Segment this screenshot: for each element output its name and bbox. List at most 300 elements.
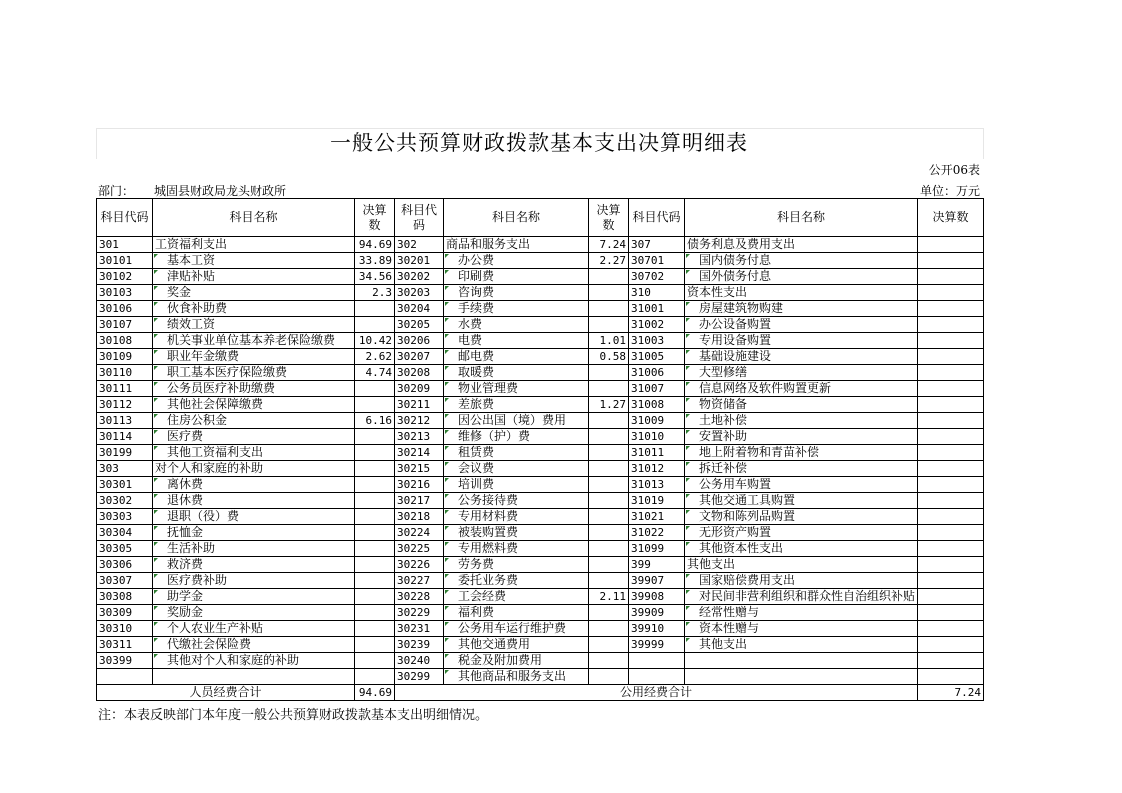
- table-row: [97, 429, 984, 445]
- subject-code-cell: 30240: [395, 653, 444, 669]
- amount-cell: [918, 525, 984, 541]
- amount-cell: [355, 525, 395, 541]
- subject-code-cell: 303: [97, 461, 153, 477]
- amount-cell: [918, 253, 984, 269]
- subject-code-cell: [629, 653, 685, 669]
- amount-cell: [918, 461, 984, 477]
- subject-code-cell: 30106: [97, 301, 153, 317]
- subject-name-cell: 房屋建筑物购建: [685, 301, 918, 317]
- subject-code-cell: 30224: [395, 525, 444, 541]
- subject-name-cell: 其他支出: [685, 637, 918, 653]
- subject-code-cell: 30215: [395, 461, 444, 477]
- subject-code-cell: 30201: [395, 253, 444, 269]
- amount-cell: 6.16: [355, 413, 395, 429]
- subject-code-cell: 30216: [395, 477, 444, 493]
- header-name: 科目名称: [685, 199, 918, 237]
- subject-code-cell: 39999: [629, 637, 685, 653]
- header-code: 科目代码: [395, 199, 444, 237]
- amount-cell: [355, 541, 395, 557]
- table-row: [97, 653, 984, 669]
- amount-cell: [589, 621, 629, 637]
- page-title: 一般公共预算财政拨款基本支出决算明细表: [330, 131, 748, 155]
- table-row: [97, 301, 984, 317]
- amount-cell: [355, 621, 395, 637]
- subject-name-cell: 公务员医疗补助缴费: [153, 381, 355, 397]
- amount-cell: [589, 637, 629, 653]
- subject-name-cell: 安置补助: [685, 429, 918, 445]
- subject-code-cell: 30226: [395, 557, 444, 573]
- subject-code-cell: 30211: [395, 397, 444, 413]
- subject-name-cell: 债务利息及费用支出: [685, 237, 918, 253]
- subject-name-cell: 其他商品和服务支出: [444, 669, 589, 685]
- subject-code-cell: 39908: [629, 589, 685, 605]
- subject-name-cell: 奖励金: [153, 605, 355, 621]
- subject-name-cell: 被装购置费: [444, 525, 589, 541]
- amount-cell: [918, 541, 984, 557]
- subject-code-cell: 30310: [97, 621, 153, 637]
- subject-name-cell: 其他对个人和家庭的补助: [153, 653, 355, 669]
- amount-cell: [355, 605, 395, 621]
- subject-name-cell: 公务用车购置: [685, 477, 918, 493]
- subject-code-cell: 30399: [97, 653, 153, 669]
- subject-name-cell: 离休费: [153, 477, 355, 493]
- table-row: [97, 349, 984, 365]
- public-total-label: 公用经费合计: [395, 685, 918, 701]
- subject-code-cell: 30209: [395, 381, 444, 397]
- subject-code-cell: 30304: [97, 525, 153, 541]
- subject-name-cell: 取暖费: [444, 365, 589, 381]
- subject-name-cell: 工资福利支出: [153, 237, 355, 253]
- subject-code-cell: 30199: [97, 445, 153, 461]
- subject-code-cell: [97, 669, 153, 685]
- amount-cell: 33.89: [355, 253, 395, 269]
- table-row: [97, 509, 984, 525]
- subject-name-cell: 福利费: [444, 605, 589, 621]
- subject-name-cell: 其他交通费用: [444, 637, 589, 653]
- header-row: [97, 199, 984, 237]
- amount-cell: [589, 413, 629, 429]
- subject-name-cell: 医疗费补助: [153, 573, 355, 589]
- amount-cell: [355, 445, 395, 461]
- subject-name-cell: 委托业务费: [444, 573, 589, 589]
- subject-code-cell: 30112: [97, 397, 153, 413]
- subject-name-cell: 拆迁补偿: [685, 461, 918, 477]
- subject-code-cell: 30208: [395, 365, 444, 381]
- amount-cell: [918, 605, 984, 621]
- subject-name-cell: 专用设备购置: [685, 333, 918, 349]
- amount-cell: 2.62: [355, 349, 395, 365]
- amount-cell: [355, 493, 395, 509]
- subject-name-cell: 资本性赠与: [685, 621, 918, 637]
- personnel-total-label: 人员经费合计: [97, 685, 355, 701]
- table-row: [97, 589, 984, 605]
- subject-name-cell: 基本工资: [153, 253, 355, 269]
- subject-code-cell: 31009: [629, 413, 685, 429]
- amount-cell: 1.27: [589, 397, 629, 413]
- subject-code-cell: 30225: [395, 541, 444, 557]
- table-row: [97, 557, 984, 573]
- subject-name-cell: 办公设备购置: [685, 317, 918, 333]
- subject-name-cell: 租赁费: [444, 445, 589, 461]
- subject-code-cell: 39910: [629, 621, 685, 637]
- subject-code-cell: 302: [395, 237, 444, 253]
- subject-code-cell: 30203: [395, 285, 444, 301]
- subject-name-cell: 维修（护）费: [444, 429, 589, 445]
- subject-code-cell: 30109: [97, 349, 153, 365]
- subject-code-cell: 30218: [395, 509, 444, 525]
- subject-name-cell: 退职（役）费: [153, 509, 355, 525]
- subject-code-cell: 30217: [395, 493, 444, 509]
- amount-cell: [918, 397, 984, 413]
- subject-name-cell: 会议费: [444, 461, 589, 477]
- subject-name-cell: 其他工资福利支出: [153, 445, 355, 461]
- subject-code-cell: 30204: [395, 301, 444, 317]
- amount-cell: [918, 573, 984, 589]
- amount-cell: [589, 381, 629, 397]
- subject-name-cell: 培训费: [444, 477, 589, 493]
- amount-cell: [355, 301, 395, 317]
- subject-name-cell: 国内债务付息: [685, 253, 918, 269]
- subject-code-cell: [629, 669, 685, 685]
- subject-code-cell: 30107: [97, 317, 153, 333]
- subject-code-cell: 39907: [629, 573, 685, 589]
- subject-name-cell: 其他社会保障缴费: [153, 397, 355, 413]
- subject-name-cell: 大型修缮: [685, 365, 918, 381]
- amount-cell: 7.24: [589, 237, 629, 253]
- subject-name-cell: 生活补助: [153, 541, 355, 557]
- subject-code-cell: 30303: [97, 509, 153, 525]
- subject-name-cell: 奖金: [153, 285, 355, 301]
- subject-code-cell: 30306: [97, 557, 153, 573]
- amount-cell: [355, 557, 395, 573]
- header-code: 科目代码: [629, 199, 685, 237]
- header-amount: 决算数: [918, 199, 984, 237]
- table-row: [97, 605, 984, 621]
- amount-cell: [589, 669, 629, 685]
- subject-code-cell: 31019: [629, 493, 685, 509]
- table-row: [97, 445, 984, 461]
- subject-name-cell: 物业管理费: [444, 381, 589, 397]
- table-row: [97, 637, 984, 653]
- subject-code-cell: 31008: [629, 397, 685, 413]
- amount-cell: [918, 269, 984, 285]
- amount-cell: [589, 269, 629, 285]
- subject-code-cell: 399: [629, 557, 685, 573]
- subject-code-cell: 31001: [629, 301, 685, 317]
- totals-row: [97, 685, 984, 701]
- subject-code-cell: 30111: [97, 381, 153, 397]
- subject-code-cell: 30114: [97, 429, 153, 445]
- subject-code-cell: 31005: [629, 349, 685, 365]
- subject-name-cell: 专用燃料费: [444, 541, 589, 557]
- subject-name-cell: 公务接待费: [444, 493, 589, 509]
- subject-code-cell: 30207: [395, 349, 444, 365]
- amount-cell: [918, 509, 984, 525]
- subject-name-cell: 机关事业单位基本养老保险缴费: [153, 333, 355, 349]
- header-code: 科目代码: [97, 199, 153, 237]
- subject-code-cell: 39909: [629, 605, 685, 621]
- subject-name-cell: 国外债务付息: [685, 269, 918, 285]
- subject-code-cell: 31006: [629, 365, 685, 381]
- subject-name-cell: 职工基本医疗保险缴费: [153, 365, 355, 381]
- amount-cell: 2.27: [589, 253, 629, 269]
- subject-code-cell: 30103: [97, 285, 153, 301]
- subject-name-cell: 对民间非营利组织和群众性自治组织补贴: [685, 589, 918, 605]
- subject-code-cell: 30108: [97, 333, 153, 349]
- table-row: [97, 381, 984, 397]
- subject-code-cell: 31021: [629, 509, 685, 525]
- amount-cell: [918, 301, 984, 317]
- subject-name-cell: 无形资产购置: [685, 525, 918, 541]
- amount-cell: 1.01: [589, 333, 629, 349]
- amount-cell: [355, 477, 395, 493]
- amount-cell: [589, 429, 629, 445]
- subject-name-cell: 水费: [444, 317, 589, 333]
- amount-cell: [589, 653, 629, 669]
- subject-name-cell: 经常性赠与: [685, 605, 918, 621]
- subject-name-cell: 差旅费: [444, 397, 589, 413]
- table-row: [97, 461, 984, 477]
- amount-cell: [589, 461, 629, 477]
- amount-cell: [355, 589, 395, 605]
- subject-name-cell: 医疗费: [153, 429, 355, 445]
- amount-cell: [589, 541, 629, 557]
- table-row: [97, 237, 984, 253]
- subject-name-cell: 工会经费: [444, 589, 589, 605]
- amount-cell: 94.69: [355, 237, 395, 253]
- subject-code-cell: 30102: [97, 269, 153, 285]
- header-amount: 决算数: [589, 199, 629, 237]
- table-row: [97, 413, 984, 429]
- table-row: [97, 573, 984, 589]
- amount-cell: [918, 237, 984, 253]
- subject-code-cell: 30110: [97, 365, 153, 381]
- amount-cell: [589, 477, 629, 493]
- subject-code-cell: 31011: [629, 445, 685, 461]
- subject-name-cell: 手续费: [444, 301, 589, 317]
- subject-code-cell: 30305: [97, 541, 153, 557]
- subject-code-cell: 30701: [629, 253, 685, 269]
- subject-code-cell: 30302: [97, 493, 153, 509]
- subject-name-cell: 津贴补贴: [153, 269, 355, 285]
- subject-name-cell: 代缴社会保险费: [153, 637, 355, 653]
- subject-name-cell: 住房公积金: [153, 413, 355, 429]
- subject-name-cell: 物资储备: [685, 397, 918, 413]
- subject-name-cell: 其他支出: [685, 557, 918, 573]
- subject-code-cell: 31010: [629, 429, 685, 445]
- subject-code-cell: 30228: [395, 589, 444, 605]
- table-row: [97, 285, 984, 301]
- amount-cell: [918, 317, 984, 333]
- amount-cell: [589, 317, 629, 333]
- amount-cell: [589, 557, 629, 573]
- subject-name-cell: 退休费: [153, 493, 355, 509]
- amount-cell: [918, 653, 984, 669]
- amount-cell: [918, 493, 984, 509]
- subject-name-cell: 抚恤金: [153, 525, 355, 541]
- amount-cell: [918, 621, 984, 637]
- table-row: [97, 477, 984, 493]
- table-row: [97, 493, 984, 509]
- subject-name-cell: 印刷费: [444, 269, 589, 285]
- subject-code-cell: 30214: [395, 445, 444, 461]
- subject-code-cell: 30308: [97, 589, 153, 605]
- header-amount: 决算数: [355, 199, 395, 237]
- subject-name-cell: 办公费: [444, 253, 589, 269]
- amount-cell: [589, 301, 629, 317]
- subject-code-cell: 307: [629, 237, 685, 253]
- amount-cell: [355, 653, 395, 669]
- table-row: [97, 253, 984, 269]
- subject-name-cell: 国家赔偿费用支出: [685, 573, 918, 589]
- dept-name: 城固县财政局龙头财政所: [154, 184, 287, 198]
- amount-cell: [918, 429, 984, 445]
- subject-name-cell: 助学金: [153, 589, 355, 605]
- subject-code-cell: 30213: [395, 429, 444, 445]
- subject-code-cell: 31022: [629, 525, 685, 541]
- subject-name-cell: 电费: [444, 333, 589, 349]
- amount-cell: 2.3: [355, 285, 395, 301]
- amount-cell: [589, 573, 629, 589]
- table-row: [97, 669, 984, 685]
- subject-code-cell: 30301: [97, 477, 153, 493]
- subject-name-cell: 地上附着物和青苗补偿: [685, 445, 918, 461]
- table-body: [97, 237, 984, 685]
- amount-cell: [918, 669, 984, 685]
- subject-name-cell: 其他交通工具购置: [685, 493, 918, 509]
- subject-name-cell: 邮电费: [444, 349, 589, 365]
- public-total-value: 7.24: [918, 685, 984, 701]
- subject-code-cell: 30206: [395, 333, 444, 349]
- amount-cell: [918, 637, 984, 653]
- subject-code-cell: 310: [629, 285, 685, 301]
- amount-cell: [918, 285, 984, 301]
- header-name: 科目名称: [444, 199, 589, 237]
- amount-cell: [589, 509, 629, 525]
- subject-code-cell: 31003: [629, 333, 685, 349]
- subject-name-cell: 其他资本性支出: [685, 541, 918, 557]
- subject-code-cell: 30239: [395, 637, 444, 653]
- amount-cell: [355, 429, 395, 445]
- subject-code-cell: 31012: [629, 461, 685, 477]
- amount-cell: [918, 445, 984, 461]
- table-row: [97, 365, 984, 381]
- subject-name-cell: 信息网络及软件购置更新: [685, 381, 918, 397]
- subject-code-cell: 30202: [395, 269, 444, 285]
- subject-code-cell: 30113: [97, 413, 153, 429]
- amount-cell: [589, 525, 629, 541]
- amount-cell: 2.11: [589, 589, 629, 605]
- amount-cell: [355, 509, 395, 525]
- subject-code-cell: 30307: [97, 573, 153, 589]
- subject-code-cell: 30101: [97, 253, 153, 269]
- amount-cell: [355, 461, 395, 477]
- subject-name-cell: 个人农业生产补贴: [153, 621, 355, 637]
- dept-label: 部门：: [98, 184, 135, 198]
- amount-cell: [918, 589, 984, 605]
- unit-label: 单位：万元: [919, 184, 980, 198]
- form-code: 公开06表: [928, 163, 980, 177]
- subject-name-cell: 救济费: [153, 557, 355, 573]
- subject-code-cell: 301: [97, 237, 153, 253]
- amount-cell: [918, 365, 984, 381]
- amount-cell: [355, 317, 395, 333]
- amount-cell: 4.74: [355, 365, 395, 381]
- subject-code-cell: 31013: [629, 477, 685, 493]
- amount-cell: [355, 637, 395, 653]
- amount-cell: [589, 285, 629, 301]
- amount-cell: [918, 381, 984, 397]
- subject-name-cell: 资本性支出: [685, 285, 918, 301]
- subject-code-cell: 30299: [395, 669, 444, 685]
- expenditure-table: [96, 198, 984, 701]
- subject-name-cell: 对个人和家庭的补助: [153, 461, 355, 477]
- subject-code-cell: 31002: [629, 317, 685, 333]
- subject-name-cell: 文物和陈列品购置: [685, 509, 918, 525]
- table-row: [97, 269, 984, 285]
- subject-code-cell: 31099: [629, 541, 685, 557]
- subject-code-cell: 30212: [395, 413, 444, 429]
- subject-code-cell: 31007: [629, 381, 685, 397]
- subject-name-cell: [685, 669, 918, 685]
- subject-code-cell: 30231: [395, 621, 444, 637]
- subject-code-cell: 30311: [97, 637, 153, 653]
- subject-name-cell: [153, 669, 355, 685]
- amount-cell: [355, 669, 395, 685]
- subject-name-cell: 专用材料费: [444, 509, 589, 525]
- amount-cell: [918, 333, 984, 349]
- table-row: [97, 333, 984, 349]
- amount-cell: [918, 557, 984, 573]
- subject-name-cell: 因公出国（境）费用: [444, 413, 589, 429]
- subject-name-cell: 劳务费: [444, 557, 589, 573]
- amount-cell: [355, 397, 395, 413]
- table-row: [97, 541, 984, 557]
- subject-code-cell: 30309: [97, 605, 153, 621]
- table-row: [97, 621, 984, 637]
- subject-code-cell: 30205: [395, 317, 444, 333]
- subject-code-cell: 30229: [395, 605, 444, 621]
- subject-code-cell: 30702: [629, 269, 685, 285]
- subject-name-cell: 咨询费: [444, 285, 589, 301]
- amount-cell: [918, 349, 984, 365]
- table-row: [97, 525, 984, 541]
- amount-cell: 34.56: [355, 269, 395, 285]
- subject-name-cell: 绩效工资: [153, 317, 355, 333]
- subject-name-cell: 土地补偿: [685, 413, 918, 429]
- footnote: 注：本表反映部门本年度一般公共预算财政拨款基本支出明细情况。: [98, 708, 489, 723]
- subject-name-cell: 公务用车运行维护费: [444, 621, 589, 637]
- amount-cell: [355, 573, 395, 589]
- subject-name-cell: 基础设施建设: [685, 349, 918, 365]
- amount-cell: [589, 605, 629, 621]
- subject-name-cell: 职业年金缴费: [153, 349, 355, 365]
- subject-name-cell: 伙食补助费: [153, 301, 355, 317]
- amount-cell: [589, 445, 629, 461]
- amount-cell: [355, 381, 395, 397]
- table-row: [97, 397, 984, 413]
- subject-code-cell: 30227: [395, 573, 444, 589]
- subject-name-cell: 商品和服务支出: [444, 237, 589, 253]
- amount-cell: [589, 365, 629, 381]
- amount-cell: [918, 477, 984, 493]
- table-row: [97, 317, 984, 333]
- amount-cell: [918, 413, 984, 429]
- amount-cell: 0.58: [589, 349, 629, 365]
- subject-name-cell: 税金及附加费用: [444, 653, 589, 669]
- amount-cell: 10.42: [355, 333, 395, 349]
- personnel-total-value: 94.69: [355, 685, 395, 701]
